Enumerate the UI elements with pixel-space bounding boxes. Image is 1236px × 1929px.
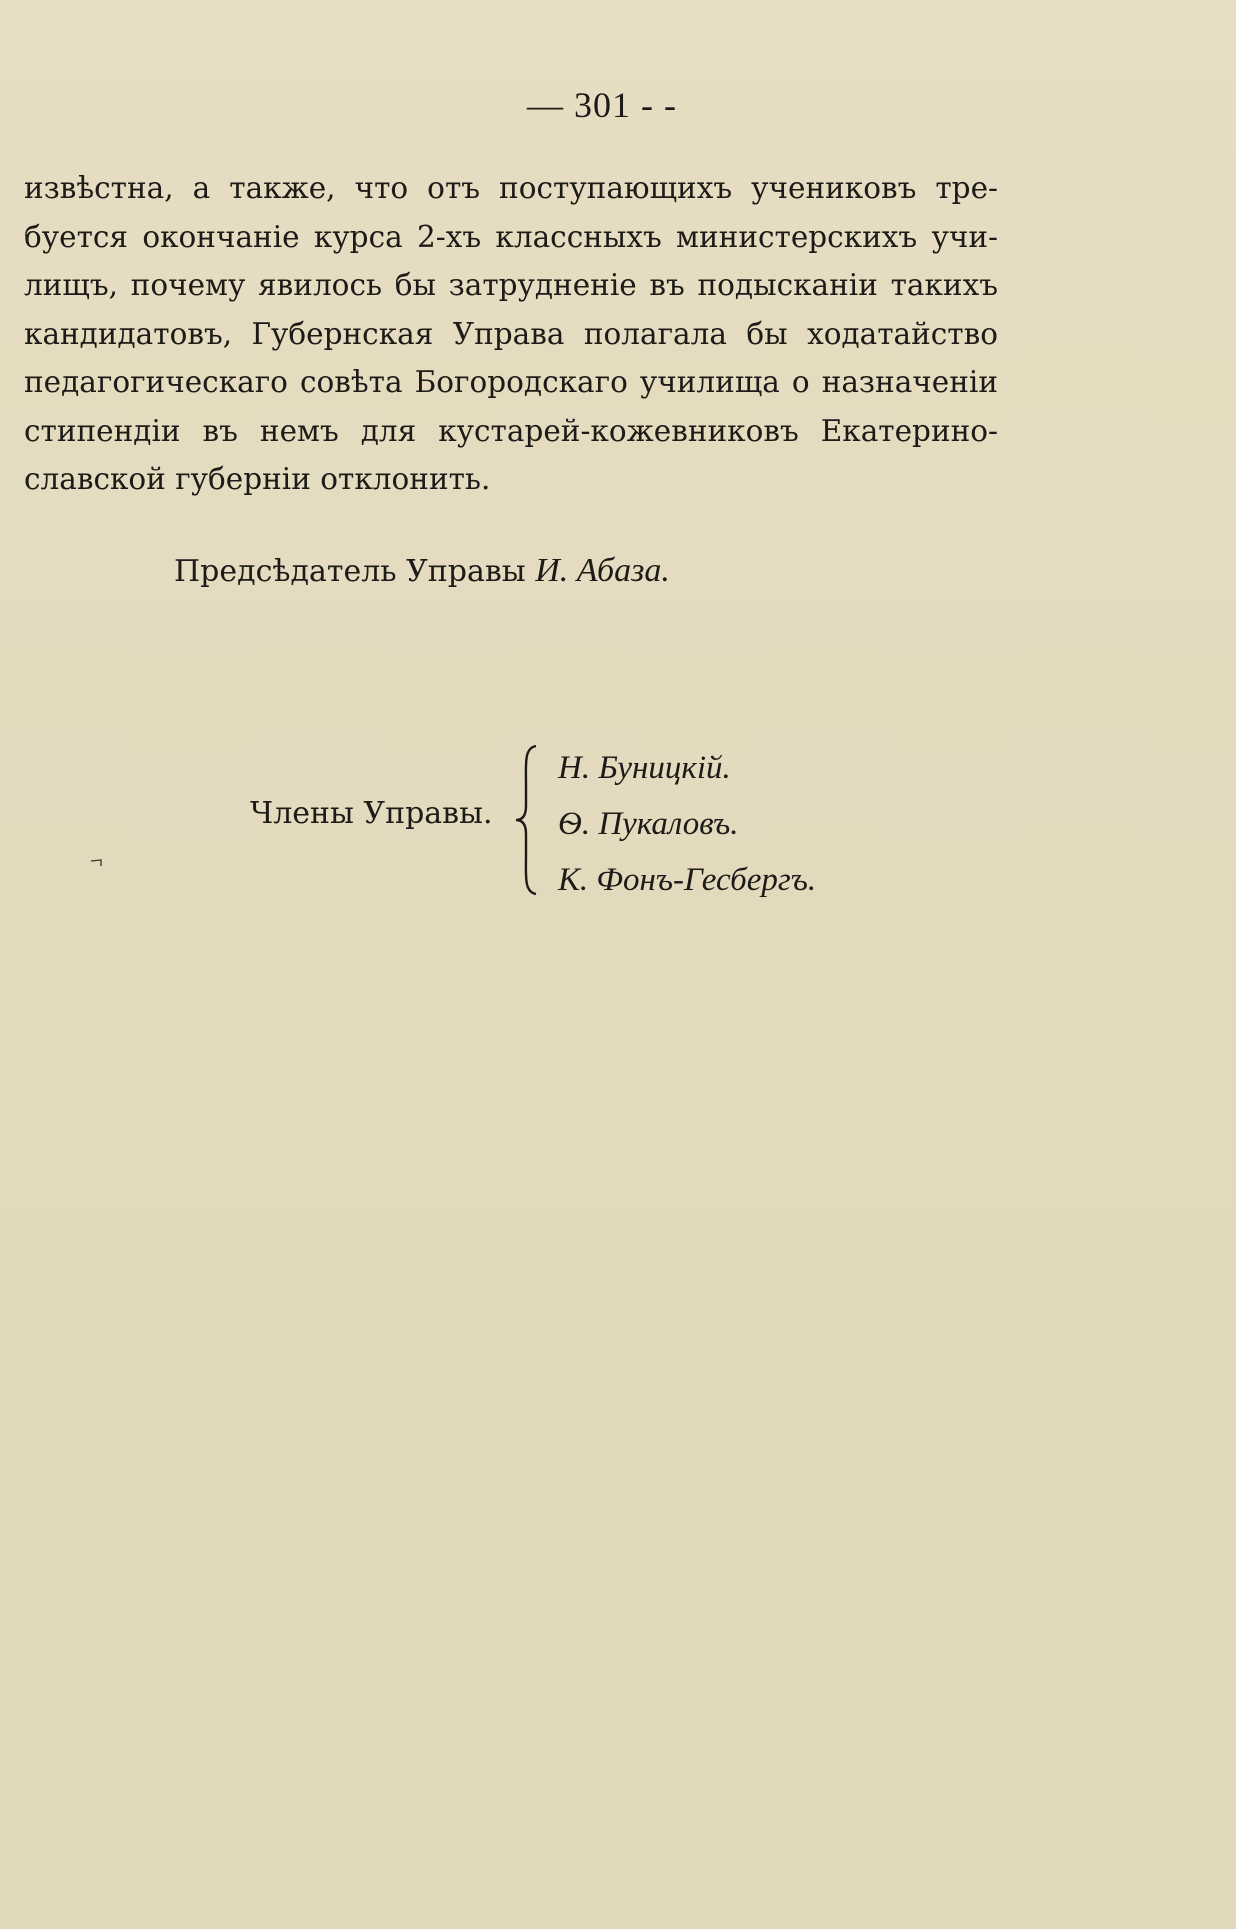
chairman-title: Предсѣдатель Управы	[174, 554, 526, 589]
body-line: кандидатовъ, Губернская Управа полагала бы ходатайство	[24, 316, 998, 351]
body-line: лищъ, почему явилось бы затрудненіе въ подысканіи такихъ	[24, 268, 998, 302]
chairman-name: И. Абаза.	[535, 552, 670, 589]
stray-mark-icon	[90, 858, 104, 868]
page-number: — 301 - -	[527, 85, 677, 125]
members-list	[558, 740, 816, 908]
body-line: педагогическаго совѣта Богородскаго училища о назначеніи	[24, 365, 998, 399]
member-name: Н. Буницкій.	[558, 750, 731, 786]
chairman-signature	[174, 552, 670, 590]
members-label: Члены Управы.	[250, 796, 493, 831]
curly-brace-icon	[512, 744, 542, 896]
body-line: стипендіи въ немъ для кустарей-кожевниковъ Екатерино-	[24, 413, 998, 448]
member-name: Ѳ. Пукаловъ.	[558, 806, 739, 842]
body-paragraph	[24, 164, 998, 504]
body-line: буется окончаніе курса 2-хъ классныхъ министерскихъ учи-	[24, 219, 998, 254]
body-line: извѣстна, а также, что отъ поступающихъ учениковъ тре-	[24, 171, 998, 205]
member-name: К. Фонъ-Гесбергъ.	[558, 862, 817, 898]
body-line: славской губерніи отклонить.	[24, 462, 491, 496]
